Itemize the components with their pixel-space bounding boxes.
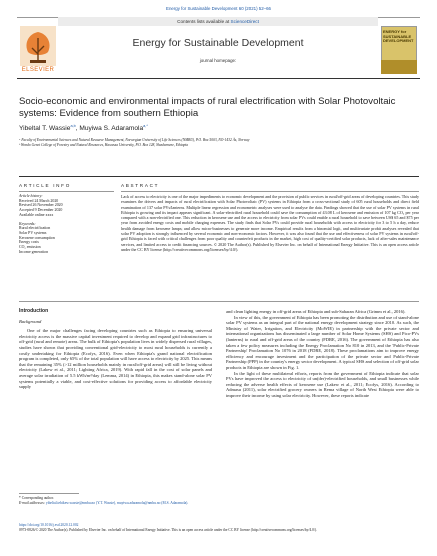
history-online: Available online xxxx: [19, 212, 54, 217]
body-right-column: [226, 309, 419, 399]
keywords-label: Keywords:: [19, 221, 36, 226]
journal-cover-band: [381, 60, 417, 74]
elsevier-wordmark: ELSEVIER: [21, 67, 55, 73]
affiliation-b: ᵇ Wondo Genet College of Forestry and Natural Resources, Hawassa University, P.O. Box 128, Shashemene, Ethiopia: [19, 143, 189, 147]
doi-link[interactable]: https://doi.org/10.1016/j.esd.2020.12.002: [19, 523, 79, 527]
corresponding-author-note: * Corresponding author.: [19, 496, 54, 500]
history-received: Received 24 March 2020: [19, 198, 59, 203]
keyword: Rural electrification: [19, 226, 51, 231]
sciencedirect-link[interactable]: ScienceDirect: [230, 19, 259, 24]
keyword: Solar PV systems: [19, 230, 47, 235]
keyword: Income generation: [19, 249, 49, 254]
title-block-divider: [19, 176, 419, 177]
background-heading: Background: [19, 318, 42, 324]
affiliation-a: ᵃ Faculty of Environmental Sciences and Natural Resource Management, Norwegian University of Life Sciences (NMBU), P.O. Box 5003, NO-1432 Ås, Norway: [19, 138, 250, 142]
footnotes: [19, 496, 212, 505]
journal-title: Energy for Sustainable Development: [132, 37, 304, 49]
introduction-heading: Introduction: [19, 308, 49, 314]
body-paragraph: One of the major challenges facing developing countries such as Ethiopia to ensuring universal electricity access is the massive capital investment required to develop and expand grid infrastructures to off-grid (rural and remote) areas. The bulk of Ethiopia's population lives in widely dispersed rural villages, studies have shown that providing conventional grid-electricity to most rural households is currently a costly undertaking for Ethiopia (Ecofys, 2016). Even when Ethiopia's grand national electrification program is completed, only 65% of the total population will have access to electricity by 2025. This means that the remaining 35% (>12 million households mainly in rural/off-grid areas) will still be living without electricity (Lakew et al., 2011; Lighting Africa, 2019). With rapid fall in the cost of solar panels and average solar irradiation of 5.5 kWh/m²/day (Lemma, 2014) in Ethiopia, this makes stand-alone solar PV systems potentially a viable, and cost-effective solutions for providing access to affordable electricity supply: [19, 328, 212, 390]
author-emails[interactable]: yibeltal.tebikew.wassie@nmbu.no (Y.T. Wassie), muyiwa.adaramola@nmbu.no (M.S. Adaramola).: [45, 500, 189, 505]
history-accepted: Accepted 9 December 2020: [19, 208, 63, 213]
author-name[interactable]: Muyiwa S. Adaramola: [79, 125, 144, 133]
journal-citation-line[interactable]: Energy for Sustainable Development 60 (2021) 52–66: [166, 6, 271, 11]
author-list: [19, 124, 419, 132]
keyword: Kerosene consumption: [19, 235, 55, 240]
abstract-heading: ABSTRACT: [121, 183, 160, 188]
body-paragraph: In the light of these multilateral efforts, reports from the government of Ethiopia indicate that solar PVs have improved the access to electricity of un(der)-electrified households, and small businesses while reducing the adverse health effects of kerosene use (Lakew et al., 2011; Ecofys, 2016). According to Admasu (2011), solar electrified grocery owners in Rema village of North West Ethiopia were able to improve their income by using solar electricity. However, these reports indicate: [226, 370, 419, 398]
journal-cover-title: ENERGY for SUSTAINABLE DEVELOPMENT: [383, 29, 414, 44]
abstract-rule: [121, 191, 419, 192]
doi-block: [19, 523, 419, 532]
article-history-label: Article history:: [19, 194, 43, 198]
issn-license-line: 0973-0826/© 2020 The Author(s). Published by Elsevier Inc. on behalf of International Energy Initiative. This is an open access article under the CC BY license (http://creativecommons.org/licenses/by/4.0/).: [19, 527, 318, 532]
body-paragraph: and clean lighting energy in off-grid areas of Ethiopia and sub-Saharan Africa (Grimm et al., 2016).: [226, 309, 406, 314]
article-title: Socio-economic and environmental impacts of rural electrification with Solar Photovoltaic systems: Evidence from southern Ethiopia: [19, 96, 396, 119]
body-left-column: [19, 309, 212, 390]
history-revised: Revised 26 November 2020: [19, 203, 63, 208]
article-info-rule: [19, 191, 114, 192]
author-name[interactable]: Yibeltal T. Wassie: [19, 125, 71, 133]
abstract-copyright: © 2020 The Author(s). Published by Elsevier Inc. on behalf of International Energy Initiative. This is an open access article under the CC BY license (http://creativecommons.org/licenses/by/4.0/).: [121, 241, 419, 252]
abstract-bottom-rule: [19, 301, 419, 302]
abstract-body: Lack of access to electricity is one of the major impediments to economic development and the provision of public services in rural/off-grid areas of developing countries. This study examines the drivers and impacts of rural electrification with Solar Photovoltaic (PV) systems in Ethiopia from a cross-sectional study of 605 rural households and direct field examination of 137 solar PVs/lanterns. Multiple linear regression and econometric analyses were used to analyse the data. Findings showed that the use of solar PV systems in rural Ethiopia is growing and its impact appears significant. A solar-electrified rural household could save the consumption of 43.08 L of kerosene and emission of 107 kg CO₂ per year compared with a non-electrified one. This reduction in kerosene use and the access to electricity from solar PVs could enable a rural household to save between US$ 65 and $75 per year from avoided energy costs and mobile charging expenses. The study finds that Solar PVs could provide rural households with access to electricity for 3 to 5 h a day, reduce health damage from kerosene lamps; and allow micro-businesses to generate more income. Empirical results from a binomial logit, and multivariate probit analyses revealed that solar PV adoption is strongly influenced by several economic and non-economic factors. However, it was also found that the use and effectiveness of solar PV systems in rural/off-grid Ethiopia is faced with critical challenges from poor quality and counterfeit products in the market, high cost of quality-certified solar products, lack of after-sales maintenance services, and limited access to credit financing sources.: [121, 194, 419, 247]
author-affiliation-marker[interactable]: a,*: [143, 124, 148, 128]
article-info-heading: ARTICLE INFO: [19, 183, 71, 188]
keyword: CO₂ emission: [19, 245, 41, 250]
keyword: Energy costs: [19, 240, 39, 245]
contents-prefix: Contents lists available at: [177, 19, 231, 24]
body-paragraph: In view of this, the government of Ethiopia has been promoting the distribution and use of stand-alone solar PV systems as an integral part of the national energy development strategy since 2010. As such, the Ministry of Water, Irrigation, and Electricity (MoWIE) in partnership with the private sector and international organizations has disseminated a large number of Solar Home Systems (SHS) and Pico-PVs (lanterns) to rural and off-grid areas of the country (FDRE, 2016). The government of Ethiopia has also taken a few policy measures including the Energy Proclamation No 810 in 2013, and the 'Public-Private Partnership' Proclamation No 1076 in 2018 (FDRE, 2018). These proclamations aim to improve energy efficiency and encourage investment and the participation of the private sector and Public-Private Partnership (PPP) in the country's energy sector development. A typical SHS and selection of off-grid solar products in Ethiopia are shown in Fig. 1.: [226, 314, 419, 370]
author-affiliation-marker[interactable]: a,b: [70, 124, 76, 128]
emails-label: E-mail addresses:: [19, 500, 46, 505]
article-info-panel: [19, 194, 114, 254]
contents-bar: [58, 17, 378, 26]
journal-homepage: journal homepage:: [199, 58, 237, 63]
abstract-text: [121, 194, 419, 252]
author-separator: ,: [75, 125, 80, 133]
footnote-rule: [19, 493, 79, 494]
